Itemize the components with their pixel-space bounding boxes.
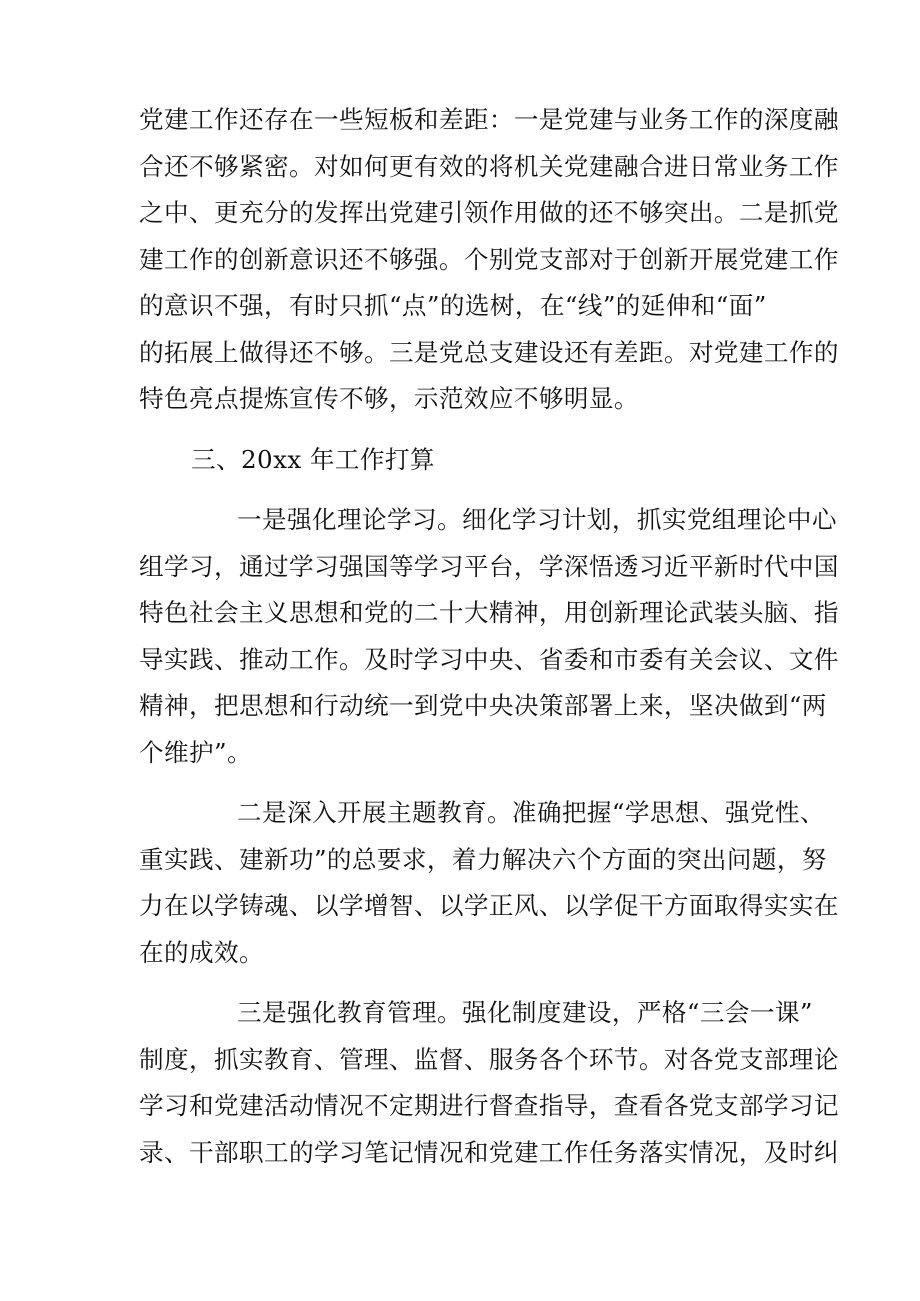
text-line: 导实践、推动工作。及时学习中央、省委和市委有关会议、文件 — [139, 644, 839, 674]
text-line: 一是强化理论学习。细化学习计划，抓实党组理论中心 — [237, 505, 837, 534]
text-line: 二是深入开展主题教育。准确把握“学思想、强党性、 — [237, 798, 825, 827]
text-line: 的意识不强，有时只抓“点”的选树，在“线”的延伸和“面” — [139, 291, 767, 320]
text-line: 组学习，通过学习强国等学习平台，学深悟透习近平新时代中国 — [139, 551, 839, 581]
paragraph-theme-education — [139, 790, 839, 976]
section-heading — [139, 437, 789, 484]
text-line: 建工作的创新意识还不够强。个别党支部对于创新开展党建工作 — [139, 244, 839, 274]
text-line: 制度，抓实教育、管理、监督、服务各个环节。对各党支部理论 — [139, 1044, 839, 1074]
text-line: 合还不够紧密。对如何更有效的将机关党建融合进日常业务工作 — [139, 151, 839, 181]
paragraph-theory-study — [139, 497, 839, 776]
paragraph-gap — [139, 976, 789, 990]
paragraph-shortcomings — [139, 97, 839, 423]
text-line: 个维护”。 — [139, 737, 252, 767]
text-line: 在的成效。 — [139, 937, 264, 967]
paragraph-gap — [139, 423, 789, 437]
text-line: 力在以学铸魂、以学增智、以学正风、以学促干方面取得实实在 — [139, 891, 839, 920]
text-line: 重实践、建新功”的总要求，着力解决六个方面的突出问题，努 — [139, 844, 827, 874]
text-line: 录、干部职工的学习笔记情况和党建工作任务落实情况，及时纠 — [139, 1137, 839, 1167]
text-line: 三是强化教育管理。强化制度建设，严格“三会一课” — [237, 998, 813, 1027]
heading-text: 三、20xx 年工作打算 — [191, 444, 435, 474]
text-line: 学习和党建活动情况不定期进行督查指导，查看各党支部学习记 — [139, 1091, 839, 1120]
paragraph-gap — [139, 776, 789, 790]
text-line: 精神，把思想和行动统一到党中央决策部署上来，坚决做到“两 — [139, 691, 827, 720]
text-line: 特色社会主义思想和党的二十大精神，用创新理论武装头脑、指 — [139, 598, 839, 627]
text-line: 党建工作还存在一些短板和差距：一是党建与业务工作的深度融 — [139, 105, 839, 134]
text-line: 之中、更充分的发挥出党建引领作用做的还不够突出。二是抓党 — [139, 198, 839, 227]
document-body — [139, 97, 839, 1176]
paragraph-gap — [139, 483, 789, 497]
paragraph-education-management — [139, 990, 839, 1176]
text-line: 的拓展上做得还不够。三是党总支建设还有差距。对党建工作的 — [139, 337, 839, 367]
text-line: 特色亮点提炼宣传不够，示范效应不够明显。 — [139, 384, 639, 413]
